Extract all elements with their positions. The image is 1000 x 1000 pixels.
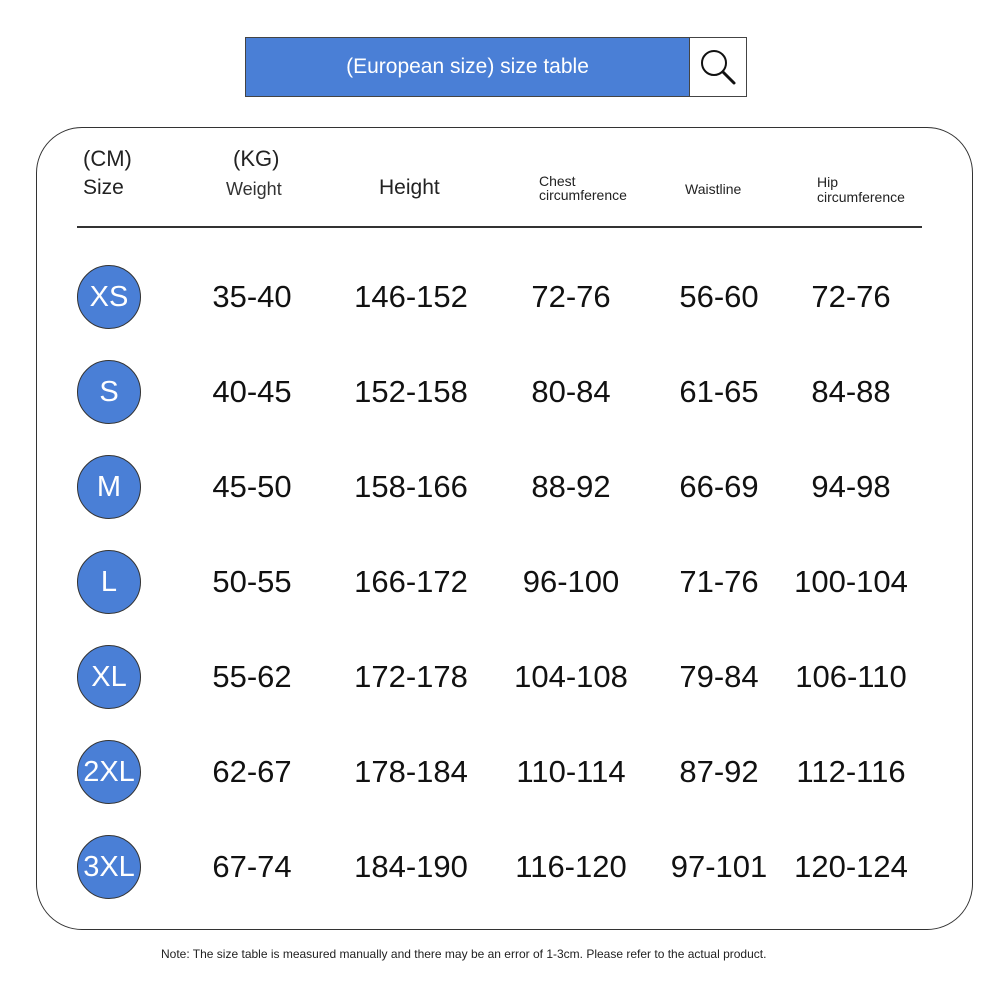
footnote: Note: The size table is measured manually and there may be an error of 1-3cm. Please refer to the actual product. [161,947,767,961]
chest-cell: 72-76 [531,279,611,314]
search-icon [697,46,739,88]
height-cell: 184-190 [354,849,468,884]
chest-cell: 88-92 [531,469,611,504]
search-button[interactable] [689,38,746,96]
hip-cell: 120-124 [794,849,908,884]
waist-cell: 61-65 [679,374,759,409]
hip-cell: 100-104 [794,564,908,599]
size-unit: (CM) [83,146,132,171]
size-badge: L [77,550,141,614]
chest-column-header-line1: Chest [539,173,576,189]
hip-cell: 94-98 [811,469,891,504]
size-column-header: Size [83,176,124,199]
weight-unit: (KG) [233,146,280,171]
table-row [0,835,1000,901]
size-badge: 2XL [77,740,141,804]
height-cell: 172-178 [354,659,468,694]
hip-cell: 72-76 [811,279,891,314]
hip-cell: 106-110 [795,659,907,694]
weight-cell: 50-55 [212,564,292,599]
waist-cell: 79-84 [679,659,759,694]
weight-cell: 62-67 [212,754,292,789]
hip-column-header-line2: circumference [817,189,905,205]
waist-cell: 71-76 [679,564,759,599]
weight-cell: 67-74 [212,849,292,884]
size-badge: M [77,455,141,519]
height-column-header: Height [379,176,440,199]
weight-cell: 35-40 [212,279,292,314]
table-row [0,740,1000,806]
height-cell: 166-172 [354,564,468,599]
size-chart-card [36,127,973,930]
weight-column-header: Weight [226,179,282,199]
chest-cell: 96-100 [522,564,620,599]
hip-cell: 84-88 [811,374,891,409]
weight-cell: 40-45 [212,374,292,409]
table-row [0,455,1000,521]
size-badge: 3XL [77,835,141,899]
height-cell: 152-158 [354,374,468,409]
header-divider [77,226,922,228]
hip-cell: 112-116 [796,754,906,789]
height-cell: 158-166 [354,469,468,504]
table-row [0,360,1000,426]
title-bar [245,37,747,97]
size-table-title: (European size) size table [246,38,689,96]
weight-cell: 55-62 [212,659,292,694]
height-cell: 146-152 [354,279,468,314]
waist-cell: 56-60 [679,279,759,314]
weight-cell: 45-50 [212,469,292,504]
chest-cell: 104-108 [514,659,628,694]
waist-column-header: Waistline [685,181,742,197]
waist-cell: 97-101 [670,849,768,884]
chest-column-header-line2: circumference [539,187,627,203]
chest-cell: 116-120 [515,849,627,884]
table-row [0,265,1000,331]
size-badge: XS [77,265,141,329]
waist-cell: 87-92 [679,754,759,789]
hip-column-header-line1: Hip [817,174,839,190]
size-badge: XL [77,645,141,709]
table-row [0,645,1000,711]
height-cell: 178-184 [354,754,468,789]
chest-cell: 110-114 [516,754,626,789]
size-badge: S [77,360,141,424]
table-row [0,550,1000,616]
chest-cell: 80-84 [531,374,611,409]
waist-cell: 66-69 [679,469,759,504]
